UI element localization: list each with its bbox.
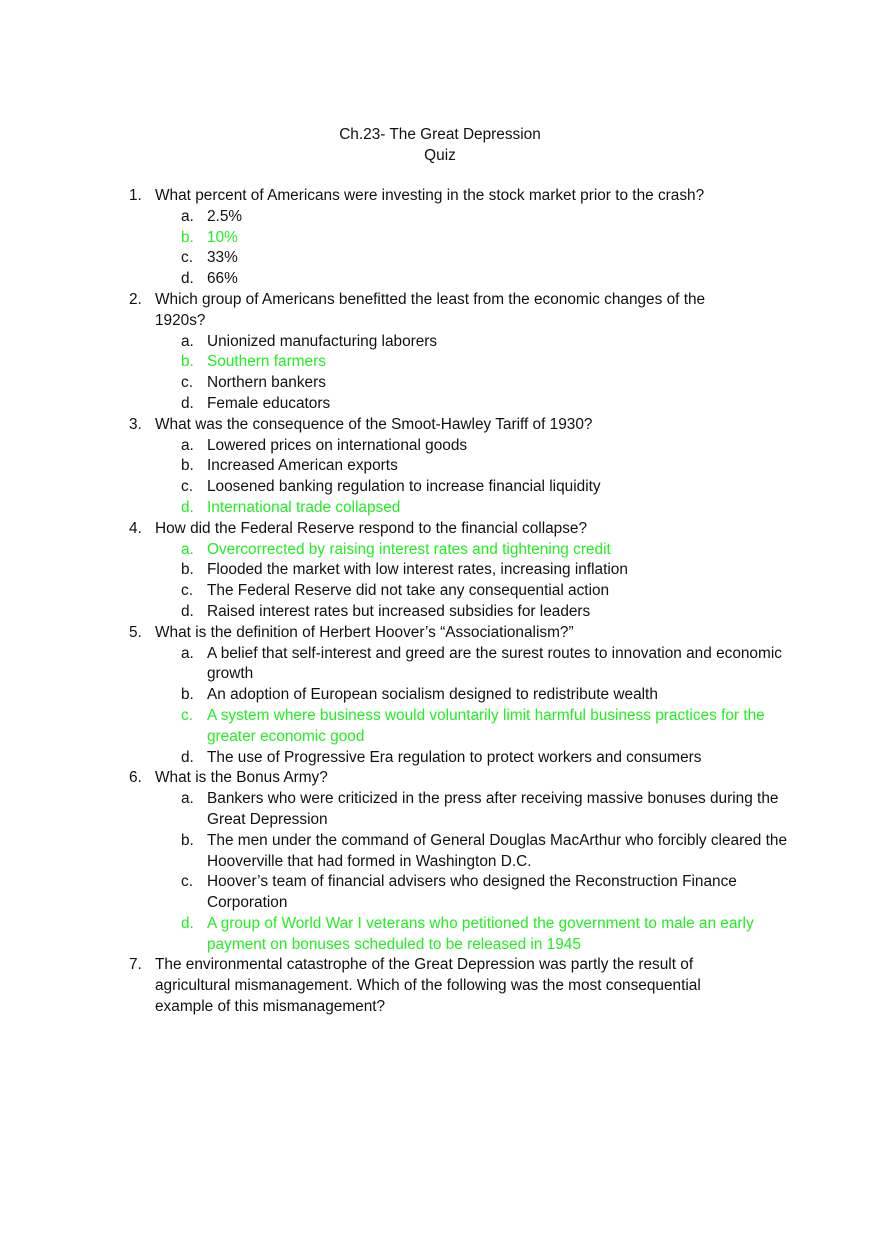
option-letter: c.	[181, 478, 193, 496]
answer-option	[0, 644, 880, 686]
question-text: Which group of Americans benefitted the least from the economic changes of the 1920s?	[155, 290, 706, 329]
question-item	[0, 955, 880, 1017]
option-text: The Federal Reserve did not take any consequential action	[207, 582, 610, 600]
answer-option	[0, 581, 880, 602]
option-text: A belief that self-interest and greed are the surest routes to innovation and economic growth	[207, 644, 782, 683]
option-letter: b.	[181, 686, 194, 704]
question-number: 2.	[129, 290, 142, 308]
option-text: Unionized manufacturing laborers	[207, 332, 438, 350]
answer-option	[0, 332, 880, 353]
question-text: What percent of Americans were investing in the stock market prior to the crash?	[155, 187, 705, 204]
option-letter: c.	[181, 706, 193, 724]
answer-option	[0, 436, 880, 457]
option-letter: a.	[181, 644, 194, 662]
question-item	[0, 768, 880, 955]
option-letter: a.	[181, 332, 194, 350]
option-letter: d.	[181, 270, 194, 288]
option-text: Increased American exports	[207, 457, 398, 475]
correct-answer-option	[0, 540, 880, 561]
option-text: Northern bankers	[207, 374, 326, 392]
correct-answer-option	[0, 706, 880, 748]
question-item	[0, 519, 880, 623]
option-letter: b.	[181, 353, 194, 371]
option-letter: c.	[181, 249, 193, 267]
question-item	[0, 290, 880, 415]
option-text: 66%	[207, 270, 238, 288]
question-number: 6.	[129, 769, 142, 787]
option-text: Hoover’s team of financial advisers who designed the Reconstruction Finance Corporation	[207, 873, 737, 912]
option-letter: d.	[181, 394, 194, 412]
question-text: What is the Bonus Army?	[155, 769, 328, 787]
question-number: 1.	[129, 187, 142, 204]
answer-option	[0, 748, 880, 769]
answer-option	[0, 872, 880, 914]
question-item	[0, 415, 880, 519]
option-letter: a.	[181, 790, 194, 808]
option-letter: d.	[181, 602, 194, 620]
option-text: Lowered prices on international goods	[207, 436, 468, 454]
correct-answer-option	[0, 914, 880, 956]
option-text: Bankers who were criticized in the press after receiving massive bonuses during the Great Depression	[207, 790, 779, 828]
option-letter: a.	[181, 540, 194, 558]
answer-option	[0, 560, 880, 581]
option-text: The use of Progressive Era regulation to protect workers and consumers	[207, 748, 702, 766]
answer-option	[0, 207, 880, 228]
answer-option	[0, 685, 880, 706]
option-letter: b.	[181, 457, 194, 475]
answer-option	[0, 477, 880, 498]
option-text: International trade collapsed	[207, 498, 401, 516]
question-number: 5.	[129, 623, 142, 641]
document-title: Ch.23- The Great Depression	[339, 126, 541, 143]
option-letter: c.	[181, 582, 193, 600]
option-text: Loosened banking regulation to increase financial liquidity	[207, 478, 601, 496]
question-number: 4.	[129, 519, 142, 537]
option-letter: a.	[181, 207, 194, 225]
correct-answer-option	[0, 498, 880, 519]
question-text: How did the Federal Reserve respond to the financial collapse?	[155, 519, 588, 537]
option-letter: d.	[181, 498, 194, 516]
option-letter: b.	[181, 228, 194, 246]
question-number: 3.	[129, 415, 142, 433]
option-text: 2.5%	[207, 207, 243, 225]
option-letter: a.	[181, 436, 194, 454]
question-item	[0, 186, 880, 290]
option-text: 33%	[207, 249, 238, 267]
option-text: The men under the command of General Douglas MacArthur who forcibly cleared the Hooverville that had formed in Washington D.C.	[207, 831, 788, 870]
option-text: Southern farmers	[207, 353, 326, 371]
correct-answer-option	[0, 352, 880, 373]
option-letter: d.	[181, 914, 194, 932]
answer-option	[0, 394, 880, 415]
option-letter: c.	[181, 374, 193, 392]
option-text: Raised interest rates but increased subsidies for leaders	[207, 602, 591, 620]
answer-option	[0, 269, 880, 290]
answer-option	[0, 789, 880, 831]
option-text: Flooded the market with low interest rates, increasing inflation	[207, 561, 628, 579]
option-letter: d.	[181, 748, 194, 766]
question-text: What is the definition of Herbert Hoover’s “Associationalism?”	[155, 623, 574, 641]
correct-answer-option	[0, 228, 880, 249]
answer-option	[0, 602, 880, 623]
document-subtitle: Quiz	[424, 147, 456, 164]
question-list	[0, 186, 880, 1018]
answer-option	[0, 373, 880, 394]
option-text: A group of World War I veterans who petitioned the government to male an early payment on bonuses scheduled to be released in 1945	[207, 914, 754, 953]
question-item	[0, 623, 880, 769]
question-text: The environmental catastrophe of the Great Depression was partly the result of agricultural mismanagement. Which of the following was the most consequential example of this mismanagement?	[155, 956, 701, 1016]
option-text: A system where business would voluntarily limit harmful business practices for the greater economic good	[207, 706, 765, 745]
answer-option	[0, 831, 880, 873]
answer-option	[0, 248, 880, 269]
option-letter: b.	[181, 831, 194, 849]
option-text: Female educators	[207, 394, 331, 412]
option-letter: c.	[181, 873, 193, 891]
question-number: 7.	[129, 956, 142, 974]
option-text: Overcorrected by raising interest rates and tightening credit	[207, 540, 611, 558]
option-letter: b.	[181, 561, 194, 579]
option-text: An adoption of European socialism designed to redistribute wealth	[207, 686, 658, 704]
option-text: 10%	[207, 228, 238, 246]
question-text: What was the consequence of the Smoot-Hawley Tariff of 1930?	[155, 415, 593, 433]
answer-option	[0, 456, 880, 477]
